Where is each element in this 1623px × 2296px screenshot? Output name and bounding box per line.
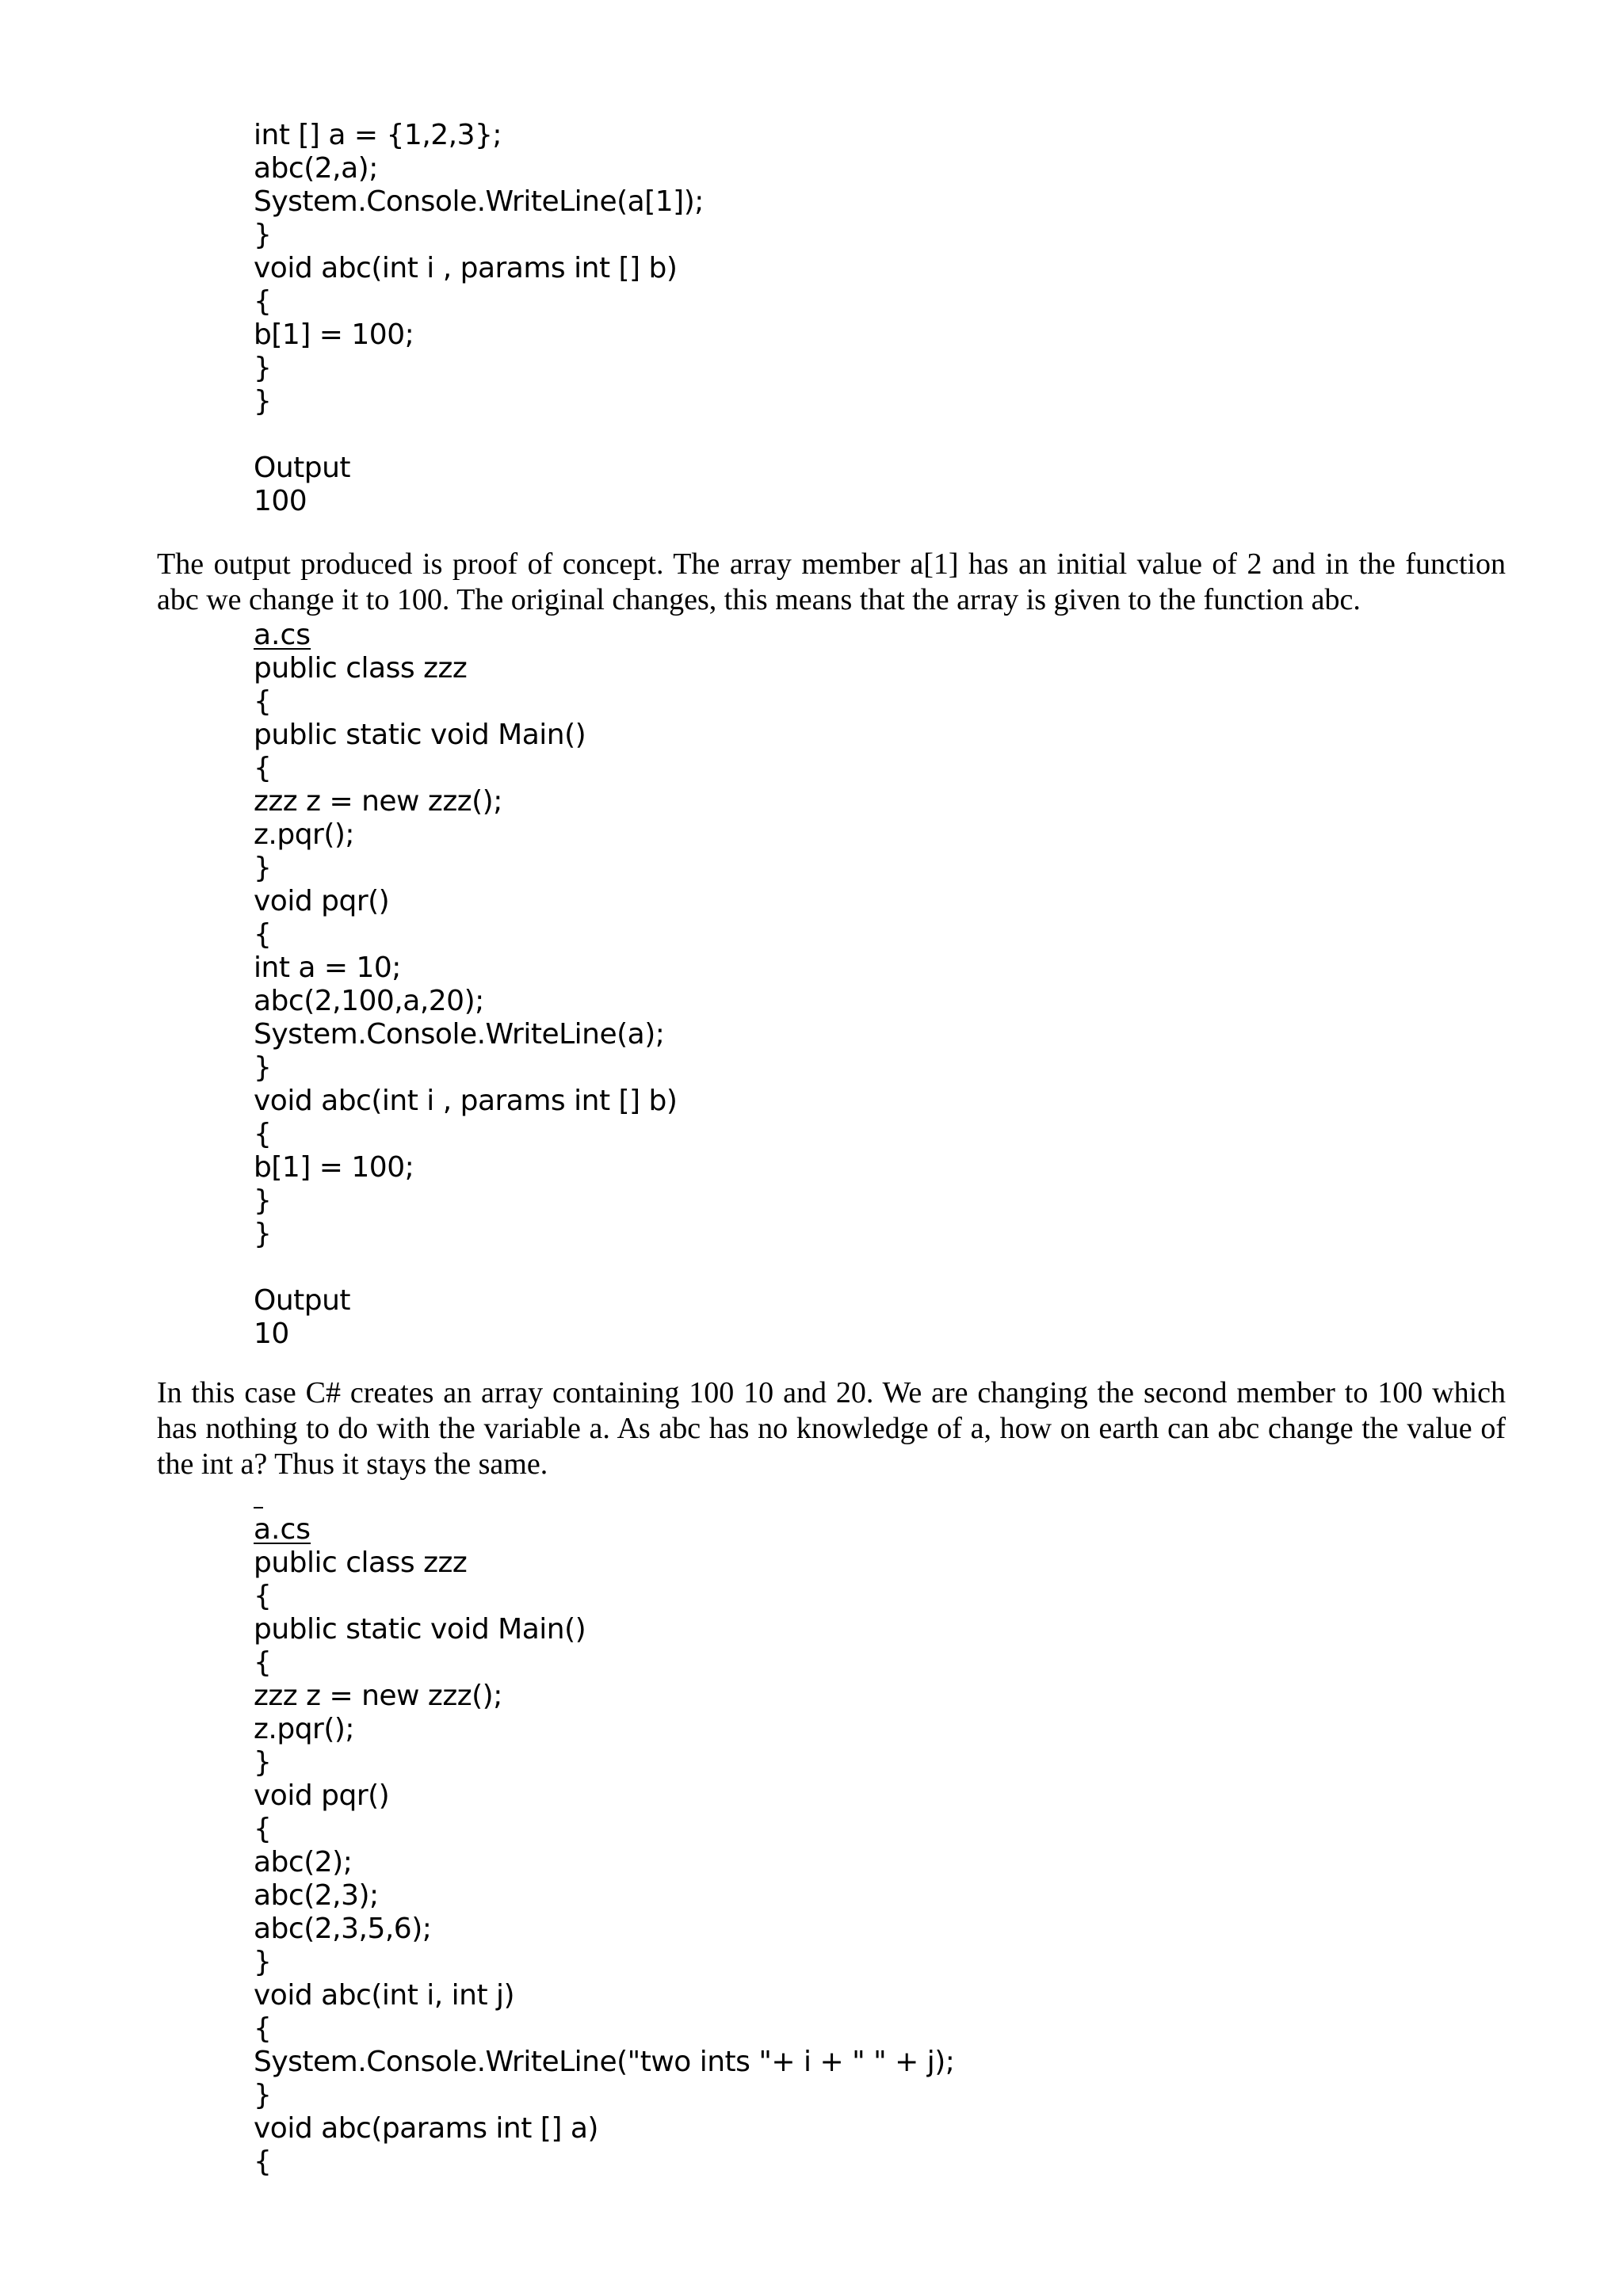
code-line: void abc(int i, int j) bbox=[254, 1979, 515, 2012]
code-line: public static void Main() bbox=[254, 719, 586, 751]
code-line: zzz z = new zzz(); bbox=[254, 785, 502, 818]
code-line: abc(2,100,a,20); bbox=[254, 985, 484, 1017]
output-value: 10 bbox=[254, 1318, 289, 1350]
code-line: abc(2,3); bbox=[254, 1879, 379, 1912]
code-line: System.Console.WriteLine("two ints "+ i + " " + j); bbox=[254, 2046, 955, 2078]
code-line: } bbox=[254, 2079, 272, 2111]
code-line: { bbox=[254, 2012, 272, 2045]
code-line: { bbox=[254, 2145, 272, 2178]
code-line: void abc(int i , params int [] b) bbox=[254, 252, 678, 284]
stray-mark bbox=[254, 1507, 263, 1508]
code-line: public static void Main() bbox=[254, 1613, 586, 1646]
code-line: } bbox=[254, 219, 272, 251]
code-line: { bbox=[254, 1813, 272, 1845]
code-line: abc(2,a); bbox=[254, 152, 378, 185]
code-line: System.Console.WriteLine(a); bbox=[254, 1018, 665, 1051]
code-line: void abc(params int [] a) bbox=[254, 2112, 598, 2145]
code-line: void abc(int i , params int [] b) bbox=[254, 1085, 678, 1117]
code-line: void pqr() bbox=[254, 885, 390, 917]
code-line: } bbox=[254, 1184, 272, 1217]
output-value: 100 bbox=[254, 485, 307, 517]
code-line: } bbox=[254, 1218, 272, 1250]
code-line: { bbox=[254, 685, 272, 718]
code-line: { bbox=[254, 285, 272, 318]
code-line: abc(2); bbox=[254, 1846, 353, 1878]
code-line: abc(2,3,5,6); bbox=[254, 1913, 432, 1945]
code-line: zzz z = new zzz(); bbox=[254, 1680, 502, 1712]
code-line: { bbox=[254, 1580, 272, 1612]
code-line: public class zzz bbox=[254, 1547, 468, 1579]
code-line: { bbox=[254, 1118, 272, 1150]
code-line: } bbox=[254, 352, 272, 384]
code-line-blank bbox=[254, 1251, 677, 1284]
code-line-blank bbox=[254, 418, 704, 452]
code-line: b[1] = 100; bbox=[254, 318, 414, 351]
code-line: } bbox=[254, 1051, 272, 1084]
code-line: } bbox=[254, 1946, 272, 1978]
output-label: Output bbox=[254, 452, 351, 484]
code-line: b[1] = 100; bbox=[254, 1151, 414, 1184]
code-line: void pqr() bbox=[254, 1779, 390, 1812]
code-line: int a = 10; bbox=[254, 952, 401, 984]
output-label: Output bbox=[254, 1284, 351, 1317]
code-line: int [] a = {1,2,3}; bbox=[254, 119, 502, 151]
code-line: z.pqr(); bbox=[254, 818, 355, 851]
file-name-label: a.cs bbox=[254, 619, 311, 651]
code-line: { bbox=[254, 918, 272, 951]
paragraph-2: In this case C# creates an array containing 100 10 and 20. We are changing the second member to 100 which has nothing to do with the variable a. As abc has no knowledge of a, how on earth can abc change the value of the int a? Thus it stays the same. bbox=[157, 1376, 1506, 1481]
code-line: } bbox=[254, 385, 272, 418]
code-line: z.pqr(); bbox=[254, 1713, 355, 1745]
code-block-2 bbox=[254, 619, 677, 1351]
file-name-label: a.cs bbox=[254, 1513, 311, 1546]
paragraph-1: The output produced is proof of concept. The array member a[1] has an initial value of 2 and in the function abc we change it to 100. The original changes, this means that the array is given to the function abc. bbox=[157, 547, 1506, 616]
code-line: System.Console.WriteLine(a[1]); bbox=[254, 185, 704, 218]
code-line: } bbox=[254, 852, 272, 884]
code-line: public class zzz bbox=[254, 652, 468, 685]
code-line: } bbox=[254, 1746, 272, 1779]
code-block-1 bbox=[254, 119, 704, 518]
code-block-3 bbox=[254, 1513, 954, 2179]
code-line: { bbox=[254, 1646, 272, 1679]
code-line: { bbox=[254, 752, 272, 784]
